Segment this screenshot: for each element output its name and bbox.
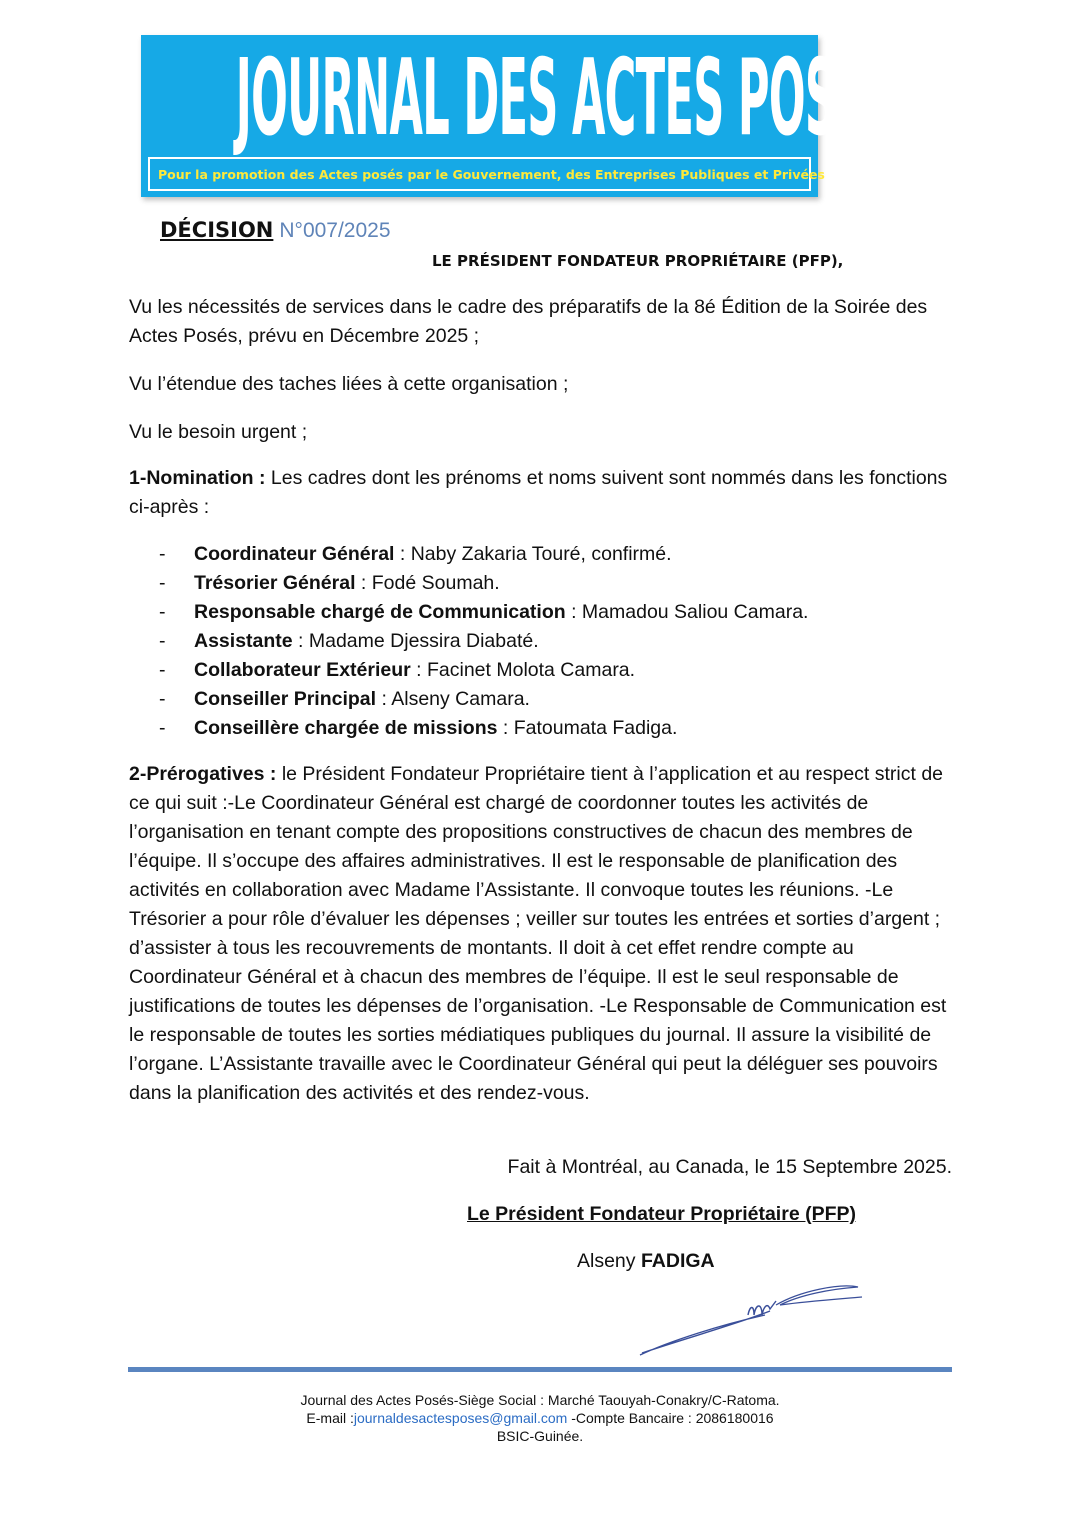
consideration-tasks: Vu l’étendue des taches liées à cette organisation ; bbox=[129, 373, 569, 395]
signatory-first-name: Alseny bbox=[577, 1250, 641, 1272]
prerogatives-text: le Président Fondateur Propriétaire tient à l’application et au respect strict de ce qui suit :-Le Coordinateur Général est chargé de coordonner toutes les activités de l’organisation en tenant compte des propositions constructives de chacun des membres de l’équipe. Il s’occupe des affaires administratives. Il est le responsable de planification des activités en collaboration avec Madame l’Assistante. Il convoque toutes les réunions. -Le Trésorier a pour rôle d’évaluer les dépenses ; veiller sur toutes les entrées et sorties d’argent ; d’assister à tous les recouvrements de montants. Il doit à cet effet rendre compte au Coordinateur Général et à chacun des membres de l’équipe. Il est le seul responsable de justifications de toutes les dépenses de l’organisation. -Le Responsable de Communication est le responsable de toutes les sorties médiatiques publiques du journal. Il assure la visibilité de l’organe. L’Assistante travaille avec le Coordinateur Général qui peut la déléguer ses pouvoirs dans la planification des activités et des rendez-vous. bbox=[129, 763, 947, 1104]
role-title: Trésorier Général bbox=[194, 572, 356, 594]
role-person: : Naby Zakaria Touré, confirmé. bbox=[394, 543, 672, 565]
list-dash: - bbox=[159, 688, 166, 710]
consideration-services: Vu les nécessités de services dans le cadre des préparatifs de la 8é Édition de la Soirée des Actes Posés, prévu en Décembre 2025 ; bbox=[129, 296, 928, 347]
nomination-label: 1-Nomination : bbox=[129, 467, 266, 489]
masthead-banner bbox=[141, 35, 895, 197]
footer-email-link[interactable]: journaldesactesposes@gmail.com bbox=[353, 1410, 568, 1426]
signatory-title: Le Président Fondateur Propriétaire (PFP) bbox=[467, 1203, 856, 1225]
list-dash: - bbox=[159, 630, 166, 652]
masthead-tagline: Pour la promotion des Actes posés par le Gouvernement, des Entreprises Publiques et Privées bbox=[158, 166, 825, 182]
footer-address: Journal des Actes Posés-Siège Social : Marché Taouyah-Conakry/C-Ratoma. bbox=[300, 1392, 780, 1408]
role-person: : Mamadou Saliou Camara. bbox=[565, 601, 809, 623]
role-person: : Alseny Camara. bbox=[376, 688, 530, 710]
list-item bbox=[129, 656, 959, 685]
consideration-urgent: Vu le besoin urgent ; bbox=[129, 421, 308, 443]
decision-word: DÉCISION bbox=[160, 218, 274, 242]
list-dash: - bbox=[159, 601, 166, 623]
footer-email-prefix: E-mail : bbox=[306, 1410, 354, 1426]
footer-divider bbox=[128, 1367, 952, 1372]
list-dash: - bbox=[159, 543, 166, 565]
prerogatives-label: 2-Prérogatives : bbox=[129, 763, 277, 785]
list-item bbox=[129, 598, 959, 627]
list-item bbox=[129, 540, 959, 569]
footer-bank-account: -Compte Bancaire : 2086180016 bbox=[567, 1410, 774, 1426]
role-title: Collaborateur Extérieur bbox=[194, 659, 411, 681]
role-person: : Madame Djessira Diabaté. bbox=[292, 630, 539, 652]
decision-heading bbox=[160, 217, 391, 244]
list-item bbox=[129, 685, 959, 714]
decision-number: N°007/2025 bbox=[279, 219, 391, 242]
role-title: Assistante bbox=[194, 630, 293, 652]
role-title: Coordinateur Général bbox=[194, 543, 395, 565]
role-title: Conseillère chargée de missions bbox=[194, 717, 498, 739]
nomination-paragraph bbox=[129, 464, 959, 522]
list-dash: - bbox=[159, 659, 166, 681]
signature-icon bbox=[630, 1275, 870, 1365]
role-person: : Fodé Soumah. bbox=[355, 572, 500, 594]
roles-list bbox=[129, 540, 959, 743]
role-title: Conseiller Principal bbox=[194, 688, 377, 710]
signatory-name bbox=[577, 1247, 715, 1276]
president-heading: LE PRÉSIDENT FONDATEUR PROPRIÉTAIRE (PFP), bbox=[432, 252, 844, 270]
signatory-last-name: FADIGA bbox=[640, 1250, 715, 1272]
prerogatives-paragraph bbox=[129, 760, 959, 1108]
place-date: Fait à Montréal, au Canada, le 15 Septembre 2025. bbox=[507, 1156, 952, 1178]
list-dash: - bbox=[159, 717, 166, 739]
list-item bbox=[129, 714, 959, 743]
nomination-text: Les cadres dont les prénoms et noms suivent sont nommés dans les fonctions ci-après : bbox=[129, 467, 948, 518]
masthead-title: JOURNAL DES ACTES POSÉS bbox=[235, 37, 895, 160]
role-title: Responsable chargé de Communication bbox=[194, 601, 566, 623]
masthead-tagline-strip bbox=[148, 157, 825, 191]
list-dash: - bbox=[159, 572, 166, 594]
role-person: : Facinet Molota Camara. bbox=[410, 659, 636, 681]
footer-contact bbox=[128, 1409, 952, 1427]
role-person: : Fatoumata Fadiga. bbox=[497, 717, 678, 739]
list-item bbox=[129, 627, 959, 656]
list-item bbox=[129, 569, 959, 598]
footer bbox=[128, 1391, 952, 1445]
footer-bank: BSIC-Guinée. bbox=[496, 1428, 584, 1444]
